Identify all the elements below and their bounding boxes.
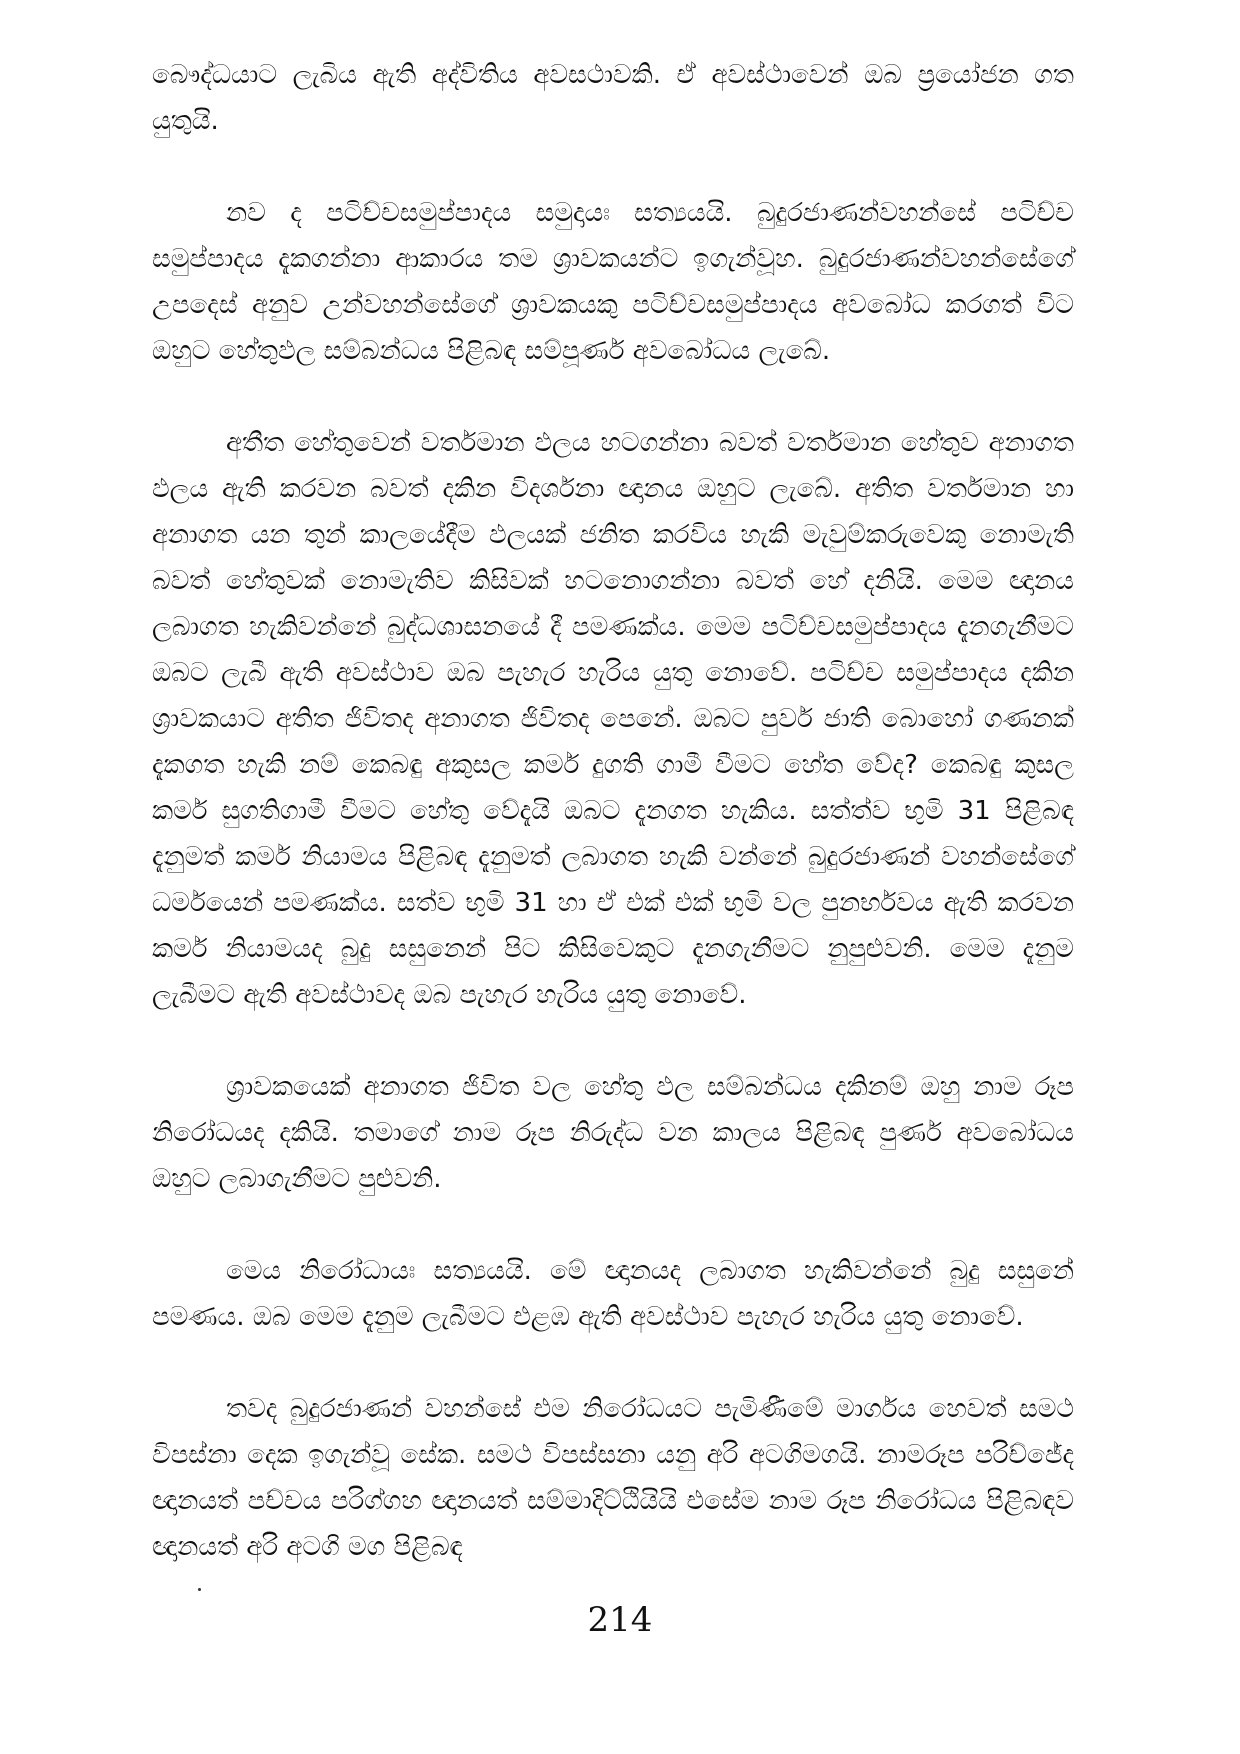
paragraph-2: නව ද පටිච්චසමුප්පාදය සමුදායඃ සත්‍යයයි. බුදුරජාණන්වහන්සේ පටිච්ච සමුප්පාදය දැකගන්නා ආකාරය තම ශ්‍රාවකයන්ට ඉගැන්වූහ. බුදුරජාණන්වහන්සේගේ උපදෙස් අනුව උන්වහන්සේගේ ශ්‍රාවකයකු පටිච්චසමුප්පාදය අවබෝධ කරගත් විට ඔහුට හේතුඵල සම්බන්ධය පිළිබඳ සම්පූර්ණ අවබෝධය ලැබේ. — [152, 198, 1074, 366]
paragraph-5: මෙය නිරෝධායඃ සත්‍යයයි. මේ ඥානයද ලබාගත හැකිවන්නේ බුදු සසුනේ පමණය. ඔබ මෙම දැනුම ලැබීමට එළඹ ඇති අවස්ථාව පැහැර හැරිය යුතු නොවේ. — [152, 1256, 1074, 1332]
page-number: 214 — [587, 1600, 653, 1640]
paragraph-4: ශ්‍රාවකයෙක් අනාගත ජිවිත වල හේතු ඵල සම්බන්ධය දකිනම් ඔහු නාම රූප නිරෝධයද දකියි. තමාගේ නාම රූප නිරුද්ධ වන කාලය පිළිබඳ පුර්ණ අවබෝධය ඔහුට ලබාගැනීමට පුළුවනි. — [152, 1072, 1074, 1194]
scan-speck — [198, 1588, 201, 1591]
body-text — [152, 52, 1074, 1570]
paragraph-6: තවද බුදුරජාණන් වහන්සේ එම නිරෝධයට පැමිණීමේ මාර්ගය හෙවත් සමථ විපස්නා දෙක ඉගැන්වූ සේක. සමථ විපස්සනා යනු අරි අටගිමගයි. නාමරූප පරිච්ජේද ඥානයත් පච්චය පරිග්ගහ ඥානයත් සම්මාදිට්ඨියියි එසේම නාම රූප නිරෝධය පිළිබඳව ඥානයත් අරි අටගි මග පිළිබඳ — [152, 1394, 1074, 1562]
paragraph-1: බෞද්ධයාට ලැබිය ඇති අද්විතිය අවසථාවකි. ඒ අවස්ථාවෙන් ඔබ ප්‍රයෝජන ගත යුතුයි. — [152, 60, 1074, 136]
paragraph-3: අතීත හේතුවෙන් වර්තමාන ඵලය හටගන්නා බවත් වර්තමාන හේතුව අනාගත ඵලය ඇති කරවන බවත් දකින විදර්ශනා ඥානය ඔහුට ලැබේ. අතිත වර්තමාන හා අනාගත යන තුන් කාලයේදීම ඵලයක් ජනිත කරවිය හැකි මැවුම්කරුවෙකු නොමැති බවත් හේතුවක් නොමැතිව කිසිවක් හටනොගන්නා බවත් හේ දනියි. මෙම ඥානය ලබාගත හැකිවන්නේ බුද්ධශාසනයේ දී පමණක්ය. මෙම පටිච්චසමුප්පාදය දැනගැනීමට ඔබට ලැබී ඇති අවස්ථාව ඔබ පැහැර හැරිය යුතු නොවේ. පටිච්ච සමුප්පාදය දකින ශ්‍රාවකයාට අතිත ජිවිතද අනාගත ජිවිතද පෙනේ. ඔබට පුර්ව ජාති බොහෝ ගණනක් දැකගත හැකි නම් කෙබඳු අකුසල කර්ම දුගති ගාමී වීමට හේත වේද? කෙබඳු කුසල කර්ම සුගතිගාමී වීමට හේතු වේදැයි ඔබට දැනගත හැකිය. සත්ත්ව භුමි 31 පිළිබඳ දැනුමත් කර්ම නියාමය පිළිබඳ දැනුමත් ලබාගත හැකි වන්නේ බුදුරජාණන් වහන්සේගේ ධර්මයෙන් පමණක්ය. සත්ව භුමි 31 හා ඒ එක් එක් භුමි වල පුනර්භවය ඇති කරවන කර්ම නියාමයද බුදු සසුනෙන් පිට කිසිවෙකුට දැනගැනීමට නුපුළුවනි. මෙම දැනුම ලැබීමට ඇති අවස්ථාවද ඔබ පැහැර හැරිය යුතු නොවේ. — [152, 428, 1074, 1010]
